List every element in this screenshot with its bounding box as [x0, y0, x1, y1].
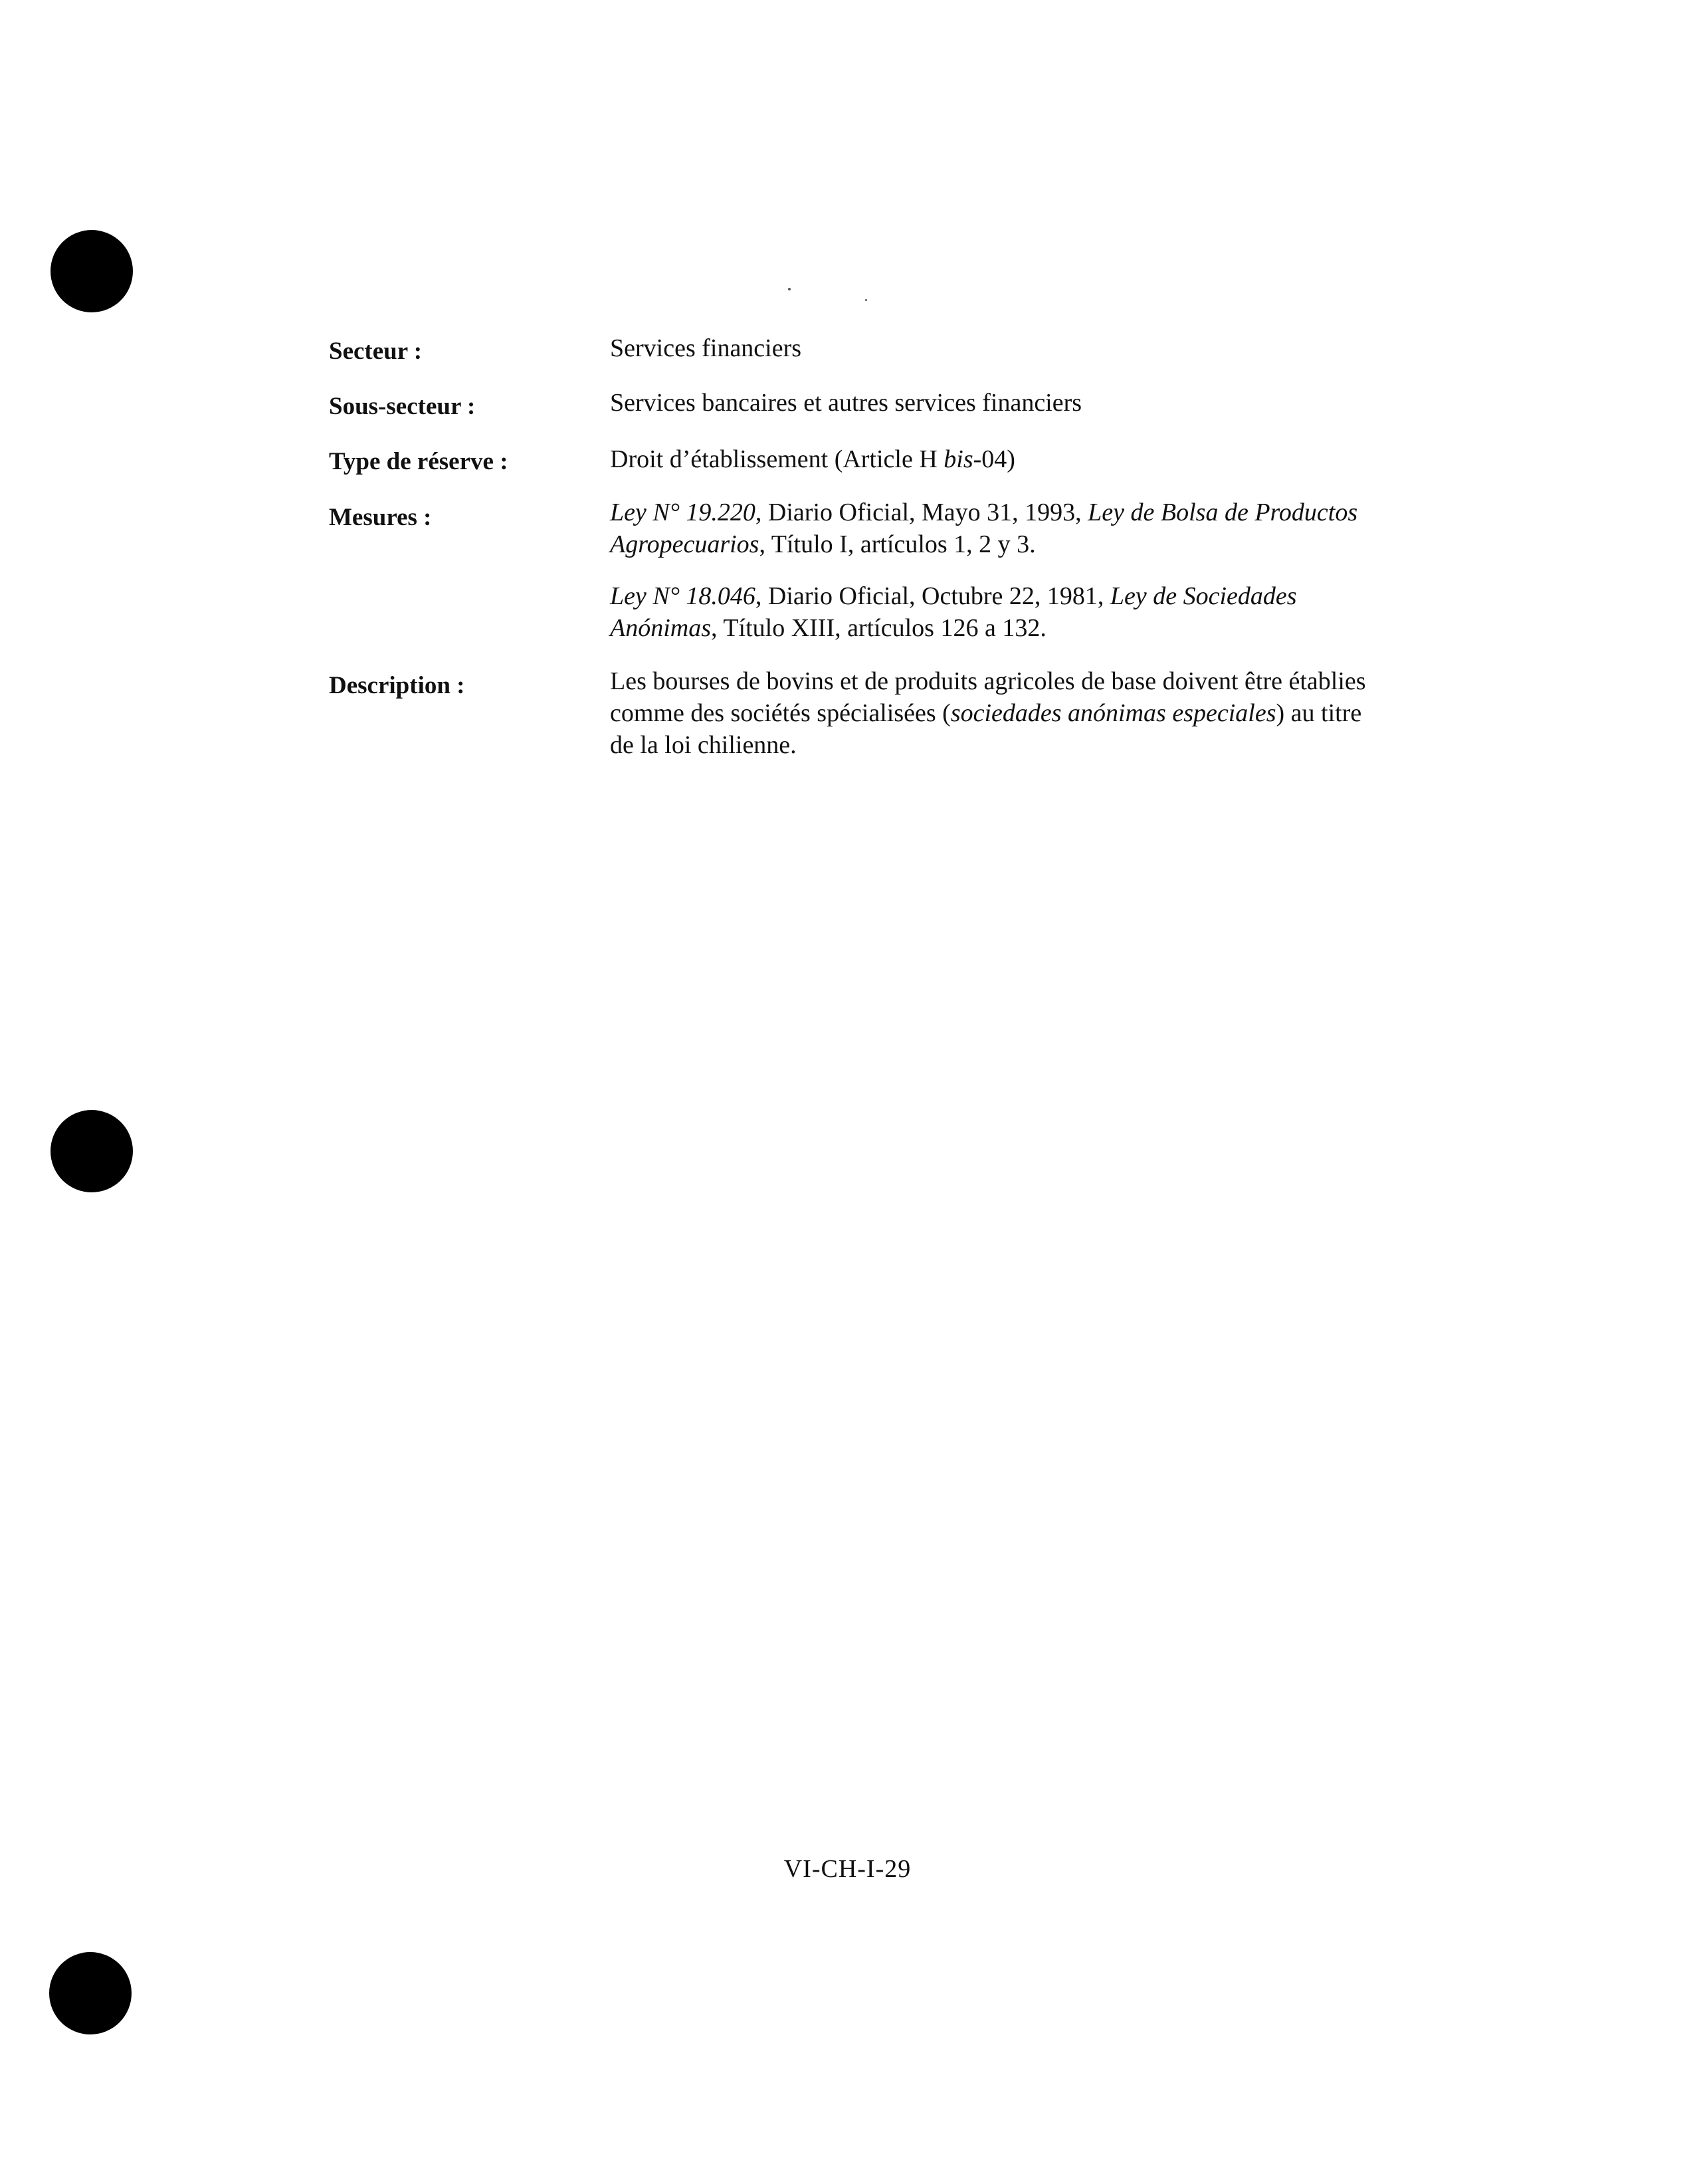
page-number: VI-CH-I-29	[783, 1855, 912, 1883]
value-sous-secteur: Services bancaires et autres services financiers	[610, 389, 1082, 417]
label-type-de-reserve: Type de réserve :	[329, 448, 508, 475]
value-secteur: Services financiers	[610, 334, 802, 362]
label-sous-secteur: Sous-secteur :	[329, 393, 476, 420]
value-description: Les bourses de bovins et de produits agricoles de base doivent être établies comme des sociétés spécialisées (sociedades anónimas especiales) au titre de la loi chilienne.	[610, 667, 1366, 759]
binder-hole-top	[50, 230, 133, 312]
label-mesures: Mesures :	[329, 504, 432, 531]
scan-speck	[788, 288, 791, 290]
value-type-de-reserve: Droit d’établissement (Article H bis-04)	[610, 445, 1015, 473]
mesure-item-1: Ley N° 19.220, Diario Oficial, Mayo 31, 1993, Ley de Bolsa de Productos Agropecuarios, Título I, artículos 1, 2 y 3.	[610, 498, 1358, 558]
binder-hole-bottom	[49, 1952, 132, 2034]
mesure-item-2: Ley N° 18.046, Diario Oficial, Octubre 22, 1981, Ley de Sociedades Anónimas, Título XIII, artículos 126 a 132.	[610, 582, 1297, 642]
binder-hole-middle	[50, 1110, 133, 1192]
label-description: Description :	[329, 672, 465, 699]
scan-speck	[865, 299, 867, 301]
label-secteur: Secteur :	[329, 338, 423, 365]
